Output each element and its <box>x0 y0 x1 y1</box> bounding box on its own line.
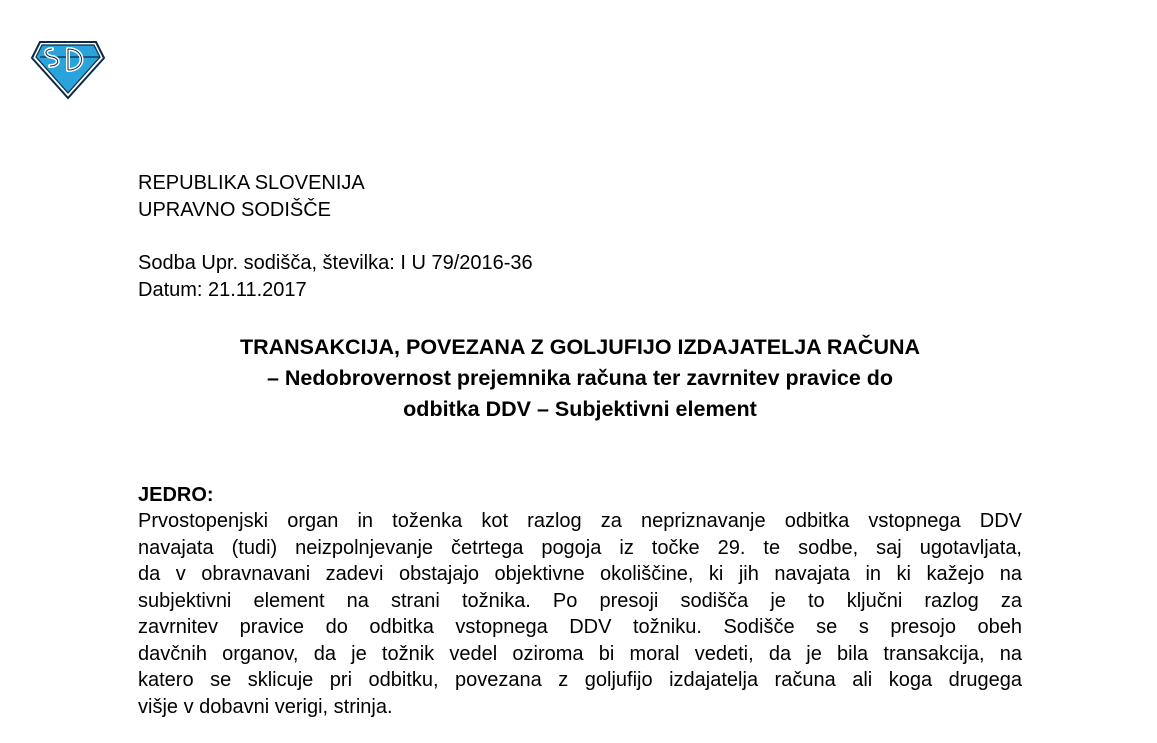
jedro-line: da v obravnavani zadevi obstajajo objektivne okoliščine, ki jih navajata in ki kažejo na <box>138 563 1022 585</box>
case-meta <box>138 250 533 304</box>
case-number: Sodba Upr. sodišča, številka: I U 79/2016-36 <box>138 252 533 274</box>
document-title <box>138 332 1022 425</box>
header-republic: REPUBLIKA SLOVENIJA <box>138 172 365 194</box>
jedro-line: navajata (tudi) neizpolnjevanje četrtega pogoja iz točke 29. te sodbe, saj ugotavljata, <box>138 536 1022 559</box>
court-diamond-logo-icon <box>30 40 106 100</box>
jedro-line: katero se sklicuje pri odbitku, povezana z goljufijo izdajatelja računa ali koga drugega <box>138 669 1022 691</box>
jedro-heading: JEDRO: <box>138 484 214 506</box>
jedro-line: subjektivni element na strani tožnika. Po presoji sodišča je to ključni razlog za <box>138 589 1022 612</box>
jedro-line: zavrnitev pravice do odbitka vstopnega DDV tožniku. Sodišče se s presojo obeh <box>138 616 1022 638</box>
title-line-3: odbitka DDV – Subjektivni element <box>403 397 757 421</box>
document-header <box>138 170 365 224</box>
title-line-1: TRANSAKCIJA, POVEZANA Z GOLJUFIJO IZDAJATELJA RAČUNA <box>239 335 921 359</box>
jedro-paragraph <box>138 508 1022 720</box>
jedro-line: davčnih organov, da je tožnik vedel oziroma bi moral vedeti, da je bila transakcija, na <box>138 642 1022 665</box>
header-court: UPRAVNO SODIŠČE <box>138 199 331 221</box>
jedro-line: Prvostopenjski organ in toženka kot razlog za nepriznavanje odbitka vstopnega DDV <box>138 510 1022 532</box>
court-logo <box>30 40 106 100</box>
jedro-line: višje v dobavni verigi, strinja. <box>138 695 393 718</box>
case-date: Datum: 21.11.2017 <box>138 279 307 301</box>
title-line-2: – Nedobrovernost prejemnika računa ter zavrnitev pravice do <box>266 366 894 390</box>
